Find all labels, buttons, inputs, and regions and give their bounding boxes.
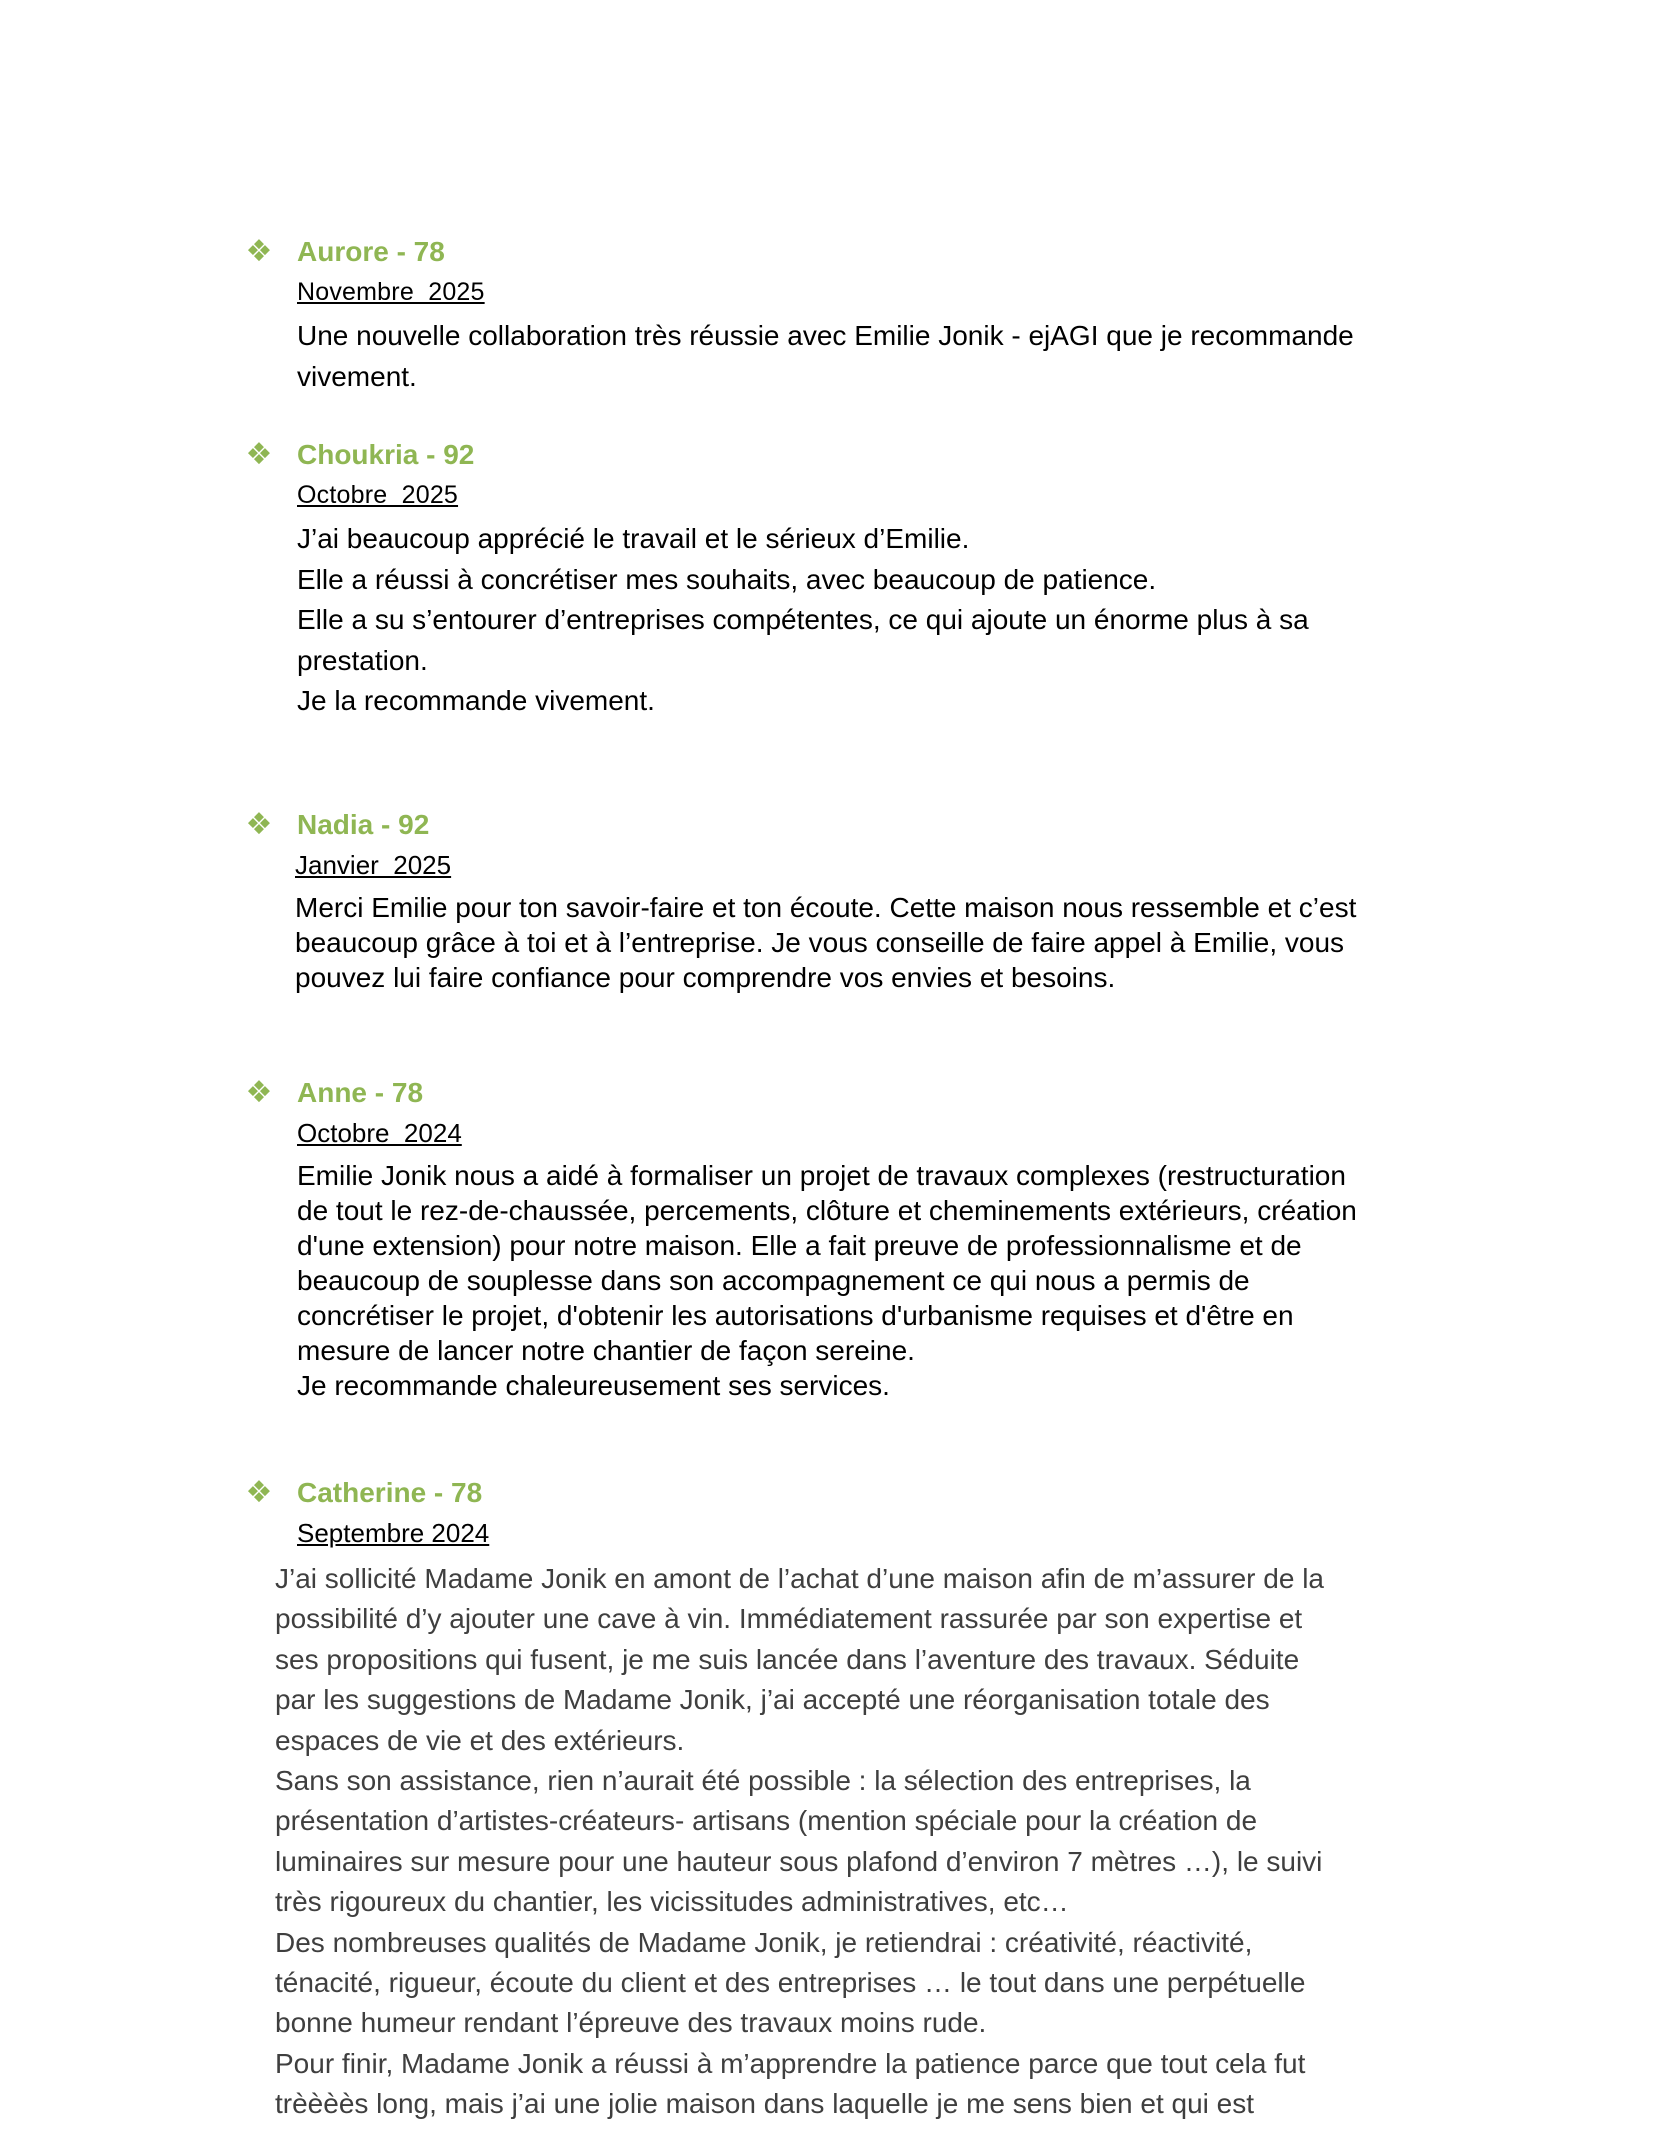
testimonial-line: Emilie Jonik nous a aidé à formaliser un projet de travaux complexes (restructuration [297,1160,1346,1191]
testimonial-line: vivement. [297,360,417,392]
testimonial-line: bonne humeur rendant l’épreuve des travaux moins rude. [275,2007,987,2039]
testimonial-line: Je recommande chaleureusement ses services. [297,1370,890,1401]
testimonial-line: trèèèès long, mais j’ai une jolie maison dans laquelle je me sens bien et qui est [275,2088,1255,2120]
diamond-bullet-icon: ❖ [245,438,273,471]
testimonial-line: beaucoup grâce à toi et à l’entreprise. Je vous conseille de faire appel à Emilie, vous [295,927,1345,958]
testimonial-line: Merci Emilie pour ton savoir-faire et ton écoute. Cette maison nous ressemble et c’est [295,892,1357,923]
testimonial-text [295,890,1465,995]
testimonial-line: Elle a réussi à concrétiser mes souhaits, avec beaucoup de patience. [297,563,1157,595]
testimonial-line: de tout le rez-de-chaussée, percements, clôture et cheminements extérieurs, création [297,1195,1357,1226]
testimonial-line: Je la recommande vivement. [297,685,655,716]
testimonial-line: prestation. [297,644,428,676]
testimonial-line: Sans son assistance, rien n’aurait été possible : la sélection des entreprises, la [275,1765,1251,1797]
testimonial-date: Novembre 2025 [297,278,485,306]
testimonial-name: Choukria - 92 [297,439,475,470]
testimonial-line: par les suggestions de Madame Jonik, j’ai accepté une réorganisation totale des [275,1684,1270,1716]
testimonial-line: Une nouvelle collaboration très réussie avec Emilie Jonik - ejAGI que je recommande [297,320,1354,351]
diamond-bullet-icon: ❖ [245,1076,273,1109]
testimonial-name: Anne - 78 [297,1077,424,1108]
testimonial-line: présentation d’artistes-créateurs- artisans (mention spéciale pour la création de [275,1805,1258,1837]
testimonial-date: Octobre 2025 [297,481,459,509]
testimonial-text [297,1158,1467,1403]
testimonial-line: possibilité d’y ajouter une cave à vin. Immédiatement rassurée par son expertise et [275,1603,1303,1635]
testimonial-date: Janvier 2025 [295,850,452,880]
testimonial-line: Elle a su s’entourer d’entreprises compétentes, ce qui ajoute un énorme plus à sa [297,604,1309,635]
testimonial-line: ténacité, rigueur, écoute du client et des entreprises … le tout dans une perpétuelle [275,1967,1306,1999]
testimonial-date: Septembre 2024 [297,1518,490,1548]
testimonial-date: Octobre 2024 [297,1118,462,1148]
testimonial-name: Catherine - 78 [297,1477,483,1508]
diamond-bullet-icon: ❖ [245,235,273,268]
testimonial-line: Des nombreuses qualités de Madame Jonik, je retiendrai : créativité, réactivité, [275,1926,1253,1958]
testimonial-line: pouvez lui faire confiance pour comprendre vos envies et besoins. [295,962,1116,993]
testimonial-line: J’ai sollicité Madame Jonik en amont de l’achat d’une maison afin de m’assurer de la [275,1563,1324,1594]
testimonial-line: beaucoup de souplesse dans son accompagnement ce qui nous a permis de [297,1265,1250,1296]
testimonial-line: très rigoureux du chantier, les vicissitudes administratives, etc… [275,1886,1069,1918]
diamond-bullet-icon: ❖ [245,1476,273,1509]
testimonial-line: luminaires sur mesure pour une hauteur sous plafond d’environ 7 mètres …), le suivi [275,1845,1323,1877]
testimonial-line: J’ai beaucoup apprécié le travail et le sérieux d’Emilie. [297,523,970,554]
diamond-bullet-icon: ❖ [245,808,273,841]
testimonial-line: ses propositions qui fusent, je me suis lancée dans l’aventure des travaux. Séduite [275,1643,1300,1675]
testimonial-line: d'une extension) pour notre maison. Elle a fait preuve de professionnalisme et de [297,1230,1302,1261]
testimonial-name: Nadia - 92 [297,809,430,840]
testimonial-name: Aurore - 78 [297,236,445,267]
testimonial-text [297,519,1467,722]
testimonial-line: mesure de lancer notre chantier de façon sereine. [297,1335,915,1366]
testimonial-text [297,316,1467,397]
testimonial-text [275,1559,1445,2125]
testimonial-line: Pour finir, Madame Jonik a réussi à m’apprendre la patience parce que tout cela fut [275,2047,1306,2079]
testimonial-line: espaces de vie et des extérieurs. [275,1724,685,1756]
testimonial-line: concrétiser le projet, d'obtenir les autorisations d'urbanisme requises et d'être en [297,1300,1294,1331]
